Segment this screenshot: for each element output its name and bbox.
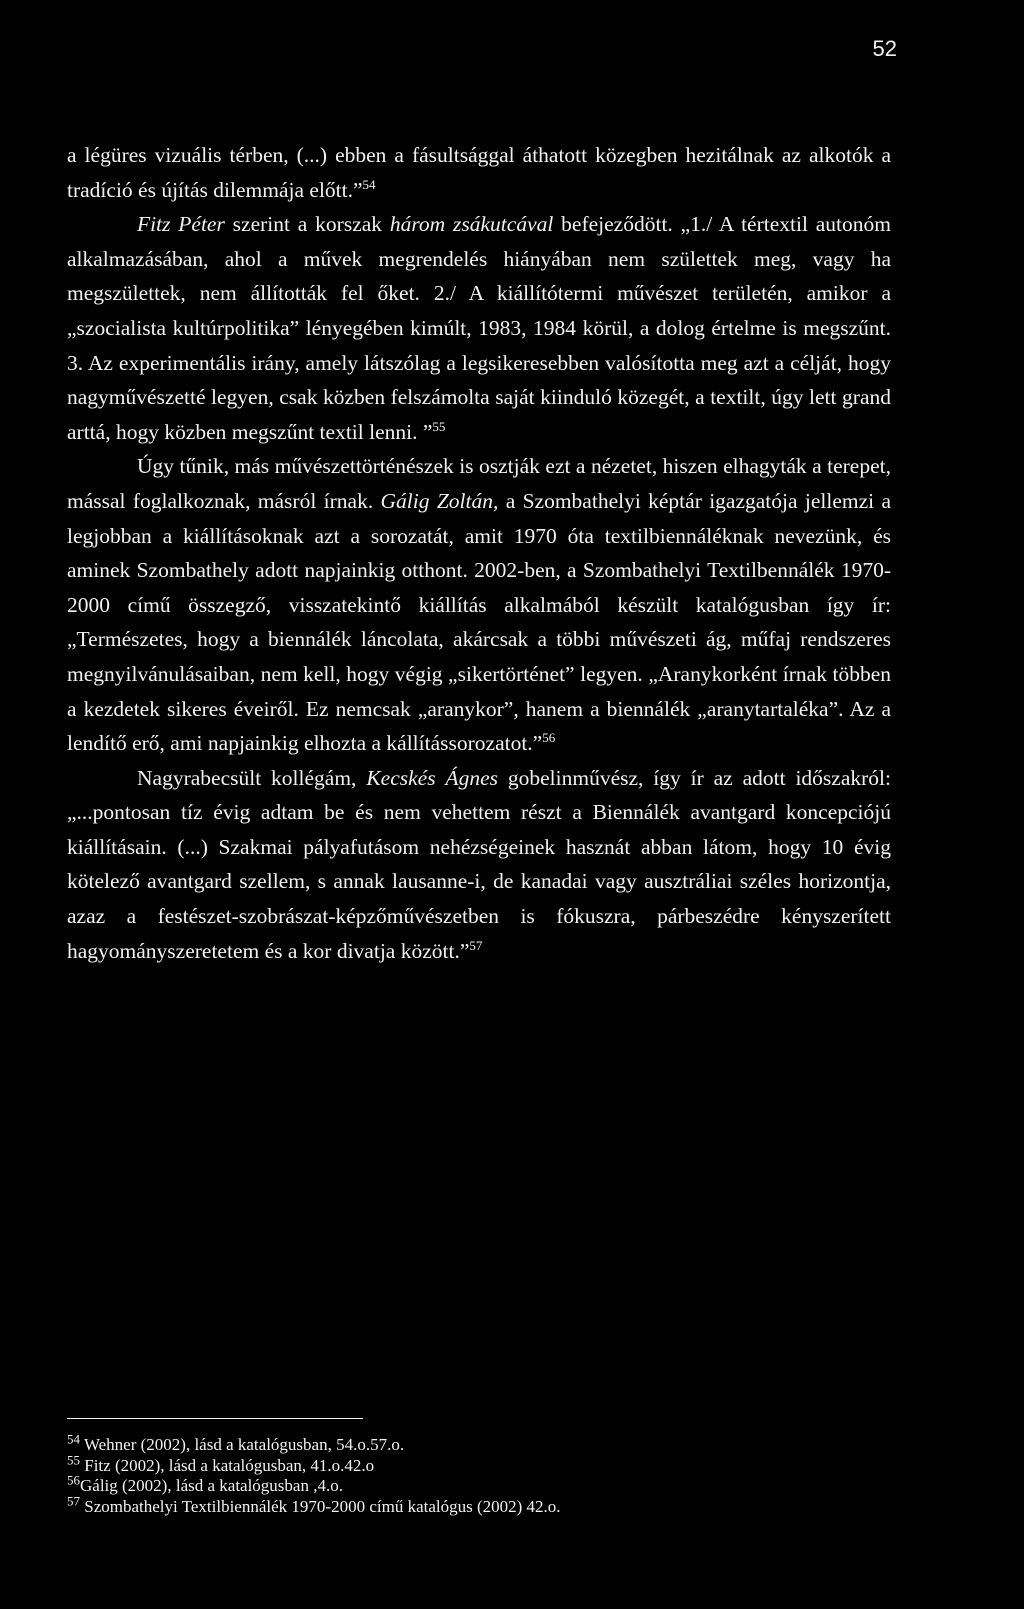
footnote-item (67, 1492, 927, 1518)
footnote-number: 57 (67, 1492, 80, 1508)
author-name: Kecskés Ágnes (366, 765, 498, 790)
page-number: 52 (872, 36, 897, 61)
paragraph-3-text-a: Úgy tűnik, más művészettörténészek is osztják ezt a nézetet, hiszen elhagyták a terepet, mással foglalkoznak, másról írnak. (67, 454, 891, 513)
footnote-ref-57: 57 (469, 937, 483, 953)
footnote-divider (67, 1418, 363, 1419)
footnote-ref-55: 55 (432, 418, 446, 434)
footnotes (67, 1431, 927, 1517)
paragraph-2-text-b: befejeződött. „1./ A tértextil autonóm alkalmazásában, ahol a művek megrendelés hiányában nem születtek meg, vagy ha megszülettek, nem állították fel őket. 2./ A kiállítótermi művészet területén, amikor a „szocialista kultúrpolitika” lényegében kimúlt, 1983, 1984 körül, a dolog értelme is megszűnt. 3. Az experimentális irány, amely látszólag a legsikeresebben valósította meg azt a célját, hogy nagyművészetté legyen, csak közben felszámolta saját kiinduló közegét, a textilt, úgy lett grand arttá, hogy közben megszűnt textil lenni. ” (67, 212, 891, 444)
footnote-item (67, 1431, 927, 1456)
footnote-text: Wehner (2002), lásd a katalógusban, 54.o.57.o. (80, 1435, 405, 1454)
footnote-number: 56 (67, 1472, 80, 1488)
footnote-text: Gálig (2002), lásd a katalógusban ,4.o. (80, 1476, 343, 1495)
footnote-text: Szombathelyi Textilbiennálék 1970-2000 című katalógus (2002) 42.o. (80, 1496, 561, 1516)
body-text (67, 138, 891, 968)
footnote-text: Fitz (2002), lásd a katalógusban, 41.o.42.o (80, 1455, 375, 1475)
footnote-number: 54 (67, 1431, 80, 1447)
paragraph-3-text-b: a Szombathelyi képtár igazgatója jellemzi a legjobban a kiállításoknak azt a sorozatát, amit 1970 óta textilbiennáléknak nevezünk, és aminek Szombathely adott napjainkig otthont. 2002-ben, a Szombathelyi Textilbennálék 1970-2000 című összegző, visszatekintő kiállítás alkalmából készült katalógusban így ír: „Természetes, hogy a biennálék láncolata, akárcsak a többi művészeti ág, műfaj rendszeres megnyilvánulásaiban, nem kell, hogy végig „sikertörténet” legyen. „Aranykorként írnak többen a kezdetek sikeres éveiről. Ez nemcsak „aranykor”, hanem a biennálék „aranytartaléka”. Az a lendítő erő, ami napjainkig elhozta a kállítássorozatot.” (67, 488, 891, 756)
emphasis-text: három zsákutcával (389, 212, 554, 237)
footnote-ref-56: 56 (542, 729, 556, 745)
footnote-ref-54: 54 (362, 176, 376, 192)
paragraph-1 (67, 138, 891, 207)
footnote-item (67, 1451, 927, 1477)
footnote-item (67, 1472, 927, 1497)
paragraph-4 (67, 761, 891, 969)
paragraph-2-text-a: szerint a korszak (224, 212, 390, 237)
paragraph-3 (67, 449, 891, 760)
paragraph-2 (67, 207, 891, 449)
paragraph-4-text-a: Nagyrabecsült kollégám, (137, 765, 367, 790)
author-name: Gálig Zoltán, (380, 488, 499, 513)
paragraph-1-text: a légüres vizuális térben, (...) ebben a fásultsággal áthatott közegben hezitálnak az alkotók a tradíció és újítás dilemmája előtt.” (67, 143, 891, 202)
author-name: Fitz Péter (137, 212, 225, 237)
footnote-number: 55 (67, 1451, 80, 1467)
paragraph-4-text-b: gobelinművész, így ír az adott időszakról: „...pontosan tíz évig adtam be és nem vehettem részt a Biennálék avantgard koncepciójú kiállításain. (...) Szakmai pályafutásom nehézségeinek hasznát abban látom, hogy 10 évig kötelező avantgard szellem, s annak lausanne-i, de kanadai vagy ausztráliai széles horizontja, azaz a festészet-szobrászat-képzőművészetben is fókuszra, párbeszédre kényszerített hagyományszeretetem és a kor divatja között.” (67, 765, 891, 963)
